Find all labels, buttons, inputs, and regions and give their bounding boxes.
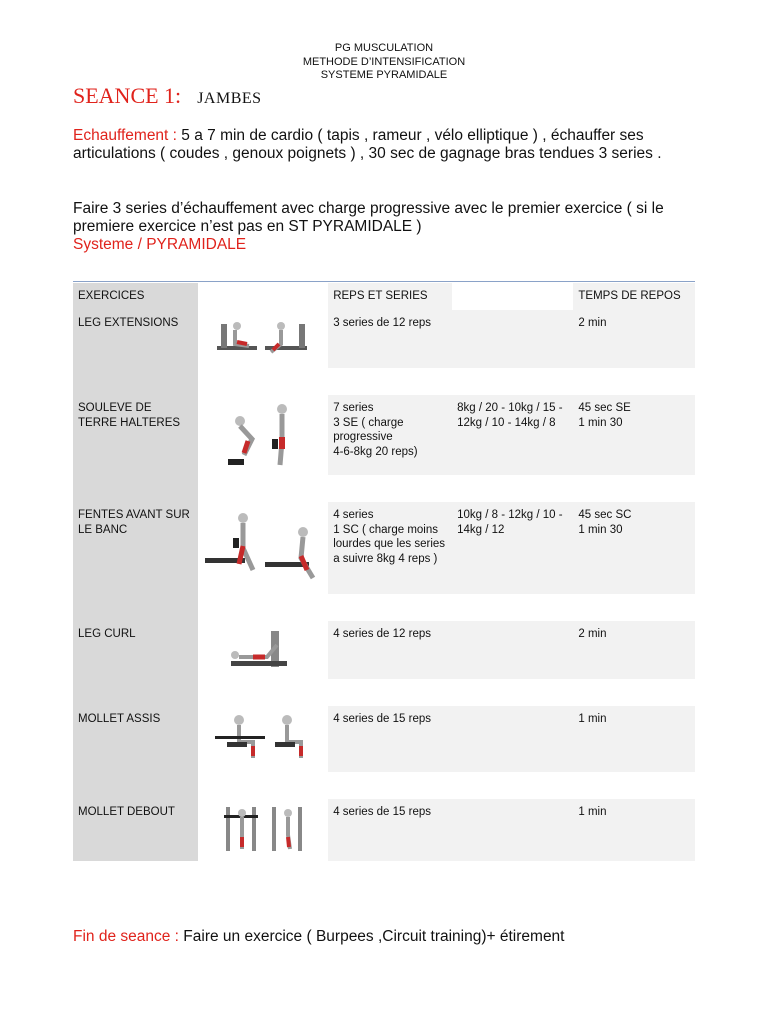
exercise-name: LEG EXTENSIONS <box>73 310 198 368</box>
loads: 8kg / 20 - 10kg / 15 - 12kg / 10 - 14kg / 8 <box>452 395 573 475</box>
loads: 10kg / 8 - 12kg / 10 - 14kg / 12 <box>452 502 573 594</box>
warmup-label: Echauffement : <box>73 127 177 144</box>
table-row <box>73 502 695 594</box>
reps-and-series: 4 series de 12 reps <box>328 621 452 679</box>
table-top-rule <box>73 281 695 282</box>
series-note: Faire 3 series d’échauffement avec charge progressive avec le premier exercice ( si le premiere exercice n’est pas en ST PYRAMIDALE ) <box>73 200 664 235</box>
loads <box>452 621 573 679</box>
session-number: SEANCE 1: <box>73 83 182 108</box>
header-line-3: SYSTEME PYRAMIDALE <box>320 69 448 81</box>
rest-time: 45 sec SE 1 min 30 <box>573 395 695 475</box>
table-row <box>73 621 695 679</box>
rest-time: 1 min <box>573 706 695 772</box>
exercise-name: LEG CURL <box>73 621 198 679</box>
exercise-name: SOULEVE DE TERRE HALTERES <box>73 395 198 475</box>
standing-calf-raise-illustration <box>198 799 328 861</box>
exercise-table <box>73 283 695 861</box>
row-spacer <box>73 679 695 706</box>
session-footer <box>73 928 565 946</box>
row-spacer <box>73 594 695 621</box>
warmup-text: 5 a 7 min de cardio ( tapis , rameur , vélo elliptique ) , échauffer ses articulations ( coudes , genoux poignets ) , 30 sec de gagnage bras tendues 3 series . <box>73 127 662 162</box>
header-image <box>198 283 328 310</box>
header-rest: TEMPS DE REPOS <box>573 283 695 310</box>
header-exercise: EXERCICES <box>73 283 198 310</box>
document-header <box>0 42 768 83</box>
rest-time: 45 sec SC 1 min 30 <box>573 502 695 594</box>
warmup-paragraph <box>73 127 703 163</box>
table-row <box>73 799 695 861</box>
exercise-name: MOLLET DEBOUT <box>73 799 198 861</box>
reps-and-series: 4 series 1 SC ( charge moins lourdes que les series a suivre 8kg 4 reps ) <box>328 502 452 594</box>
loads <box>452 799 573 861</box>
leg-curl-illustration <box>198 621 328 679</box>
table-row <box>73 310 695 368</box>
reps-and-series: 4 series de 15 reps <box>328 706 452 772</box>
row-spacer <box>73 772 695 799</box>
rest-time: 2 min <box>573 310 695 368</box>
seated-calf-raise-illustration <box>198 706 328 772</box>
header-reps: REPS ET SERIES <box>328 283 452 310</box>
row-spacer <box>73 475 695 502</box>
header-line-1: PG MUSCULATION <box>334 42 434 54</box>
row-spacer <box>73 368 695 395</box>
session-subtitle: JAMBES <box>197 90 262 107</box>
table-row <box>73 706 695 772</box>
header-loads <box>452 283 573 310</box>
loads <box>452 706 573 772</box>
footer-text: Faire un exercice ( Burpees ,Circuit training)+ étirement <box>178 928 565 945</box>
session-title <box>73 84 262 111</box>
header-line-2: METHODE D’INTENSIFICATION <box>302 55 466 68</box>
rest-time: 2 min <box>573 621 695 679</box>
dumbbell-deadlift-illustration <box>198 395 328 475</box>
leg-extension-illustration <box>198 310 328 368</box>
footer-label: Fin de seance : <box>73 928 179 945</box>
table-header-row <box>73 283 695 310</box>
rest-time: 1 min <box>573 799 695 861</box>
loads <box>452 310 573 368</box>
exercise-name: MOLLET ASSIS <box>73 706 198 772</box>
bench-lunge-illustration <box>198 502 328 594</box>
exercise-name: FENTES AVANT SUR LE BANC <box>73 502 198 594</box>
system-label: Systeme / PYRAMIDALE <box>73 236 247 253</box>
table-row <box>73 395 695 475</box>
reps-and-series: 4 series de 15 reps <box>328 799 452 861</box>
reps-and-series: 7 series 3 SE ( charge progressive 4-6-8kg 20 reps) <box>328 395 452 475</box>
reps-and-series: 3 series de 12 reps <box>328 310 452 368</box>
